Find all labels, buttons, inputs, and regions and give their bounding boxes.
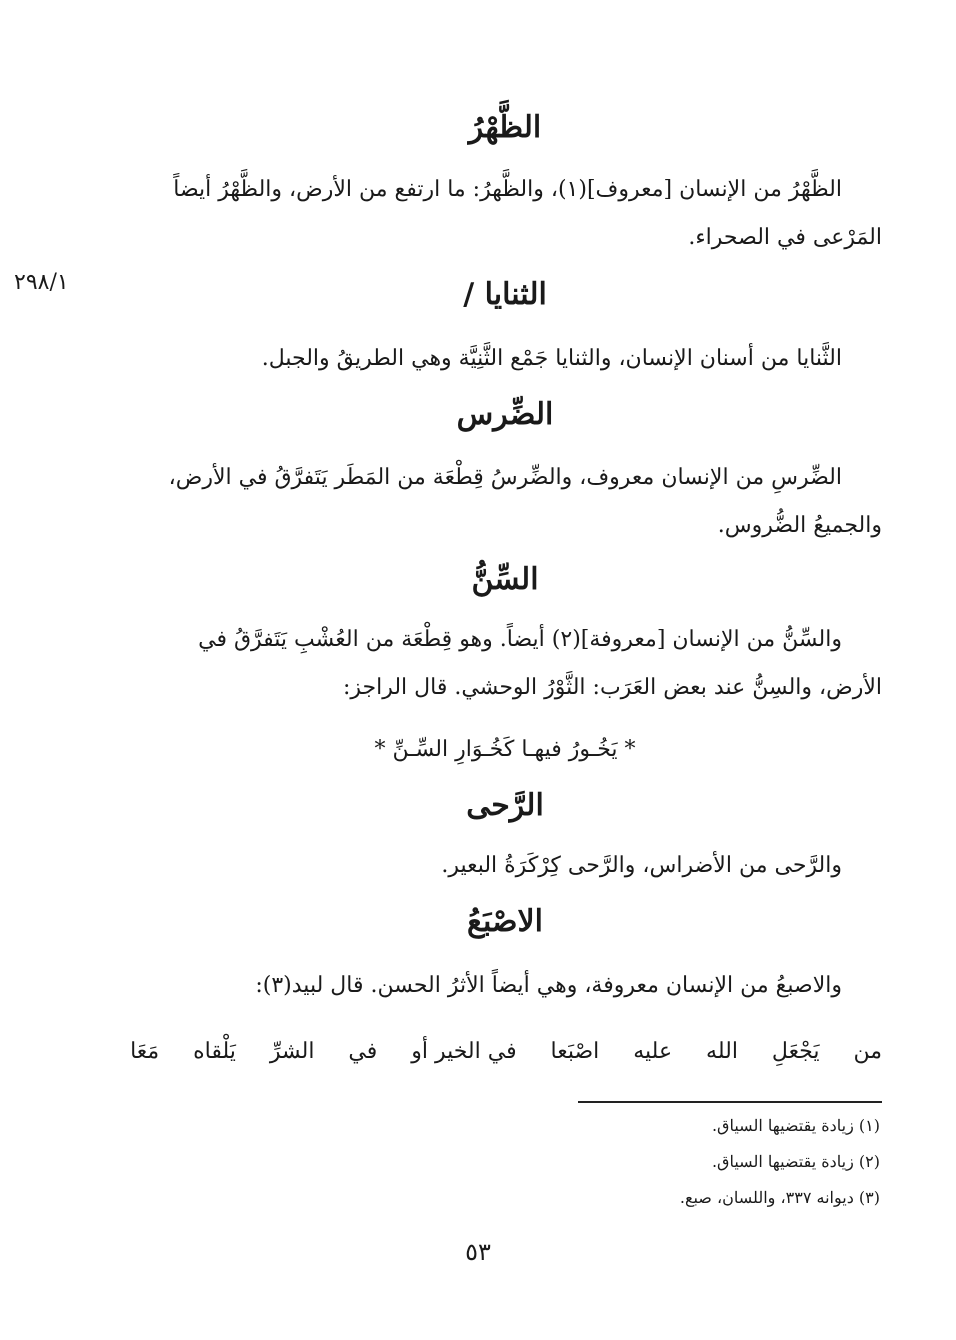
poem-word: يَجْعَلِ [771, 1039, 820, 1064]
labid-poem-line [130, 1030, 882, 1074]
poem-word: يَلْقاه [193, 1039, 236, 1064]
entry-heading-zahr: الظَّهْرُ [468, 110, 542, 145]
poem-word: عليه [633, 1039, 673, 1064]
poem-word: اصْبَعا [550, 1039, 600, 1064]
entry-text-thanaya: الثَّنايا من أسنان الإنسان، والثنايا جَمْع الثَّنِيَّة وهي الطريقُ والجبل. [261, 346, 842, 371]
footnote-divider [578, 1101, 882, 1103]
poem-word: من [853, 1039, 882, 1064]
poem-word: الله [706, 1039, 738, 1064]
entry-heading-isba: الاصْبَعُ [467, 904, 543, 939]
footnote-2: (٢) زيادة يقتضيها السياق. [711, 1152, 880, 1171]
entry-text-raha: والرَّحى من الأضراس، والرَّحى كِرْكَرَةُ البعير. [441, 853, 842, 878]
entry-heading-thanaya: الثنايا / [463, 277, 547, 312]
poem-word: مَعَا [130, 1039, 160, 1064]
entry-text-isba: والاصبعُ من الإنسان معروفة، وهي أيضاً الأثرُ الحسن. قال لبيد(٣): [255, 973, 842, 998]
entry-text-sinn: والسِّنُّ من الإنسان [معروفة](٢) أيضاً. وهو قِطْعَة من العُشْبِ يَتَفرَّقُ في الأرض، والسِنُّ عند بعض العَرَب: الثَّوْرُ الوحشي. قال الراجز: [198, 627, 882, 700]
poem-word: الشرِّ [269, 1039, 315, 1064]
entry-text-zahr: الظَّهْرُ من الإنسان [معروف](١)، والظَّهرُ: ما ارتفع من الأرض، والظَّهْرُ أيضاً المَرْعى في الصحراء. [173, 177, 882, 250]
rajaz-verse: * يَخُـورُ فيهـا كَخُـوَارِ السِّـنِّ * [374, 737, 636, 762]
entry-heading-dirs: الضِّرس [456, 397, 554, 432]
footnote-3: (٣) ديوانه ٣٣٧، واللسان، صبع. [679, 1188, 880, 1207]
margin-reference: ٢٩٨/١ [14, 270, 69, 295]
entry-heading-sinn: السِّنُّ [471, 562, 539, 597]
poem-word: في [348, 1039, 378, 1064]
entry-text-dirs: الضِّرسِ من الإنسان معروف، والضِّرسُ قِطْعَة من المَطَر يَتَفرَّقُ في الأرض، والجميعُ الضُّروس. [168, 465, 882, 538]
entry-heading-raha: الرَّحى [466, 788, 544, 823]
page-number: ٥٣ [465, 1238, 491, 1266]
poem-word: في الخير أو [411, 1039, 517, 1064]
footnote-1: (١) زيادة يقتضيها السياق. [711, 1116, 880, 1135]
